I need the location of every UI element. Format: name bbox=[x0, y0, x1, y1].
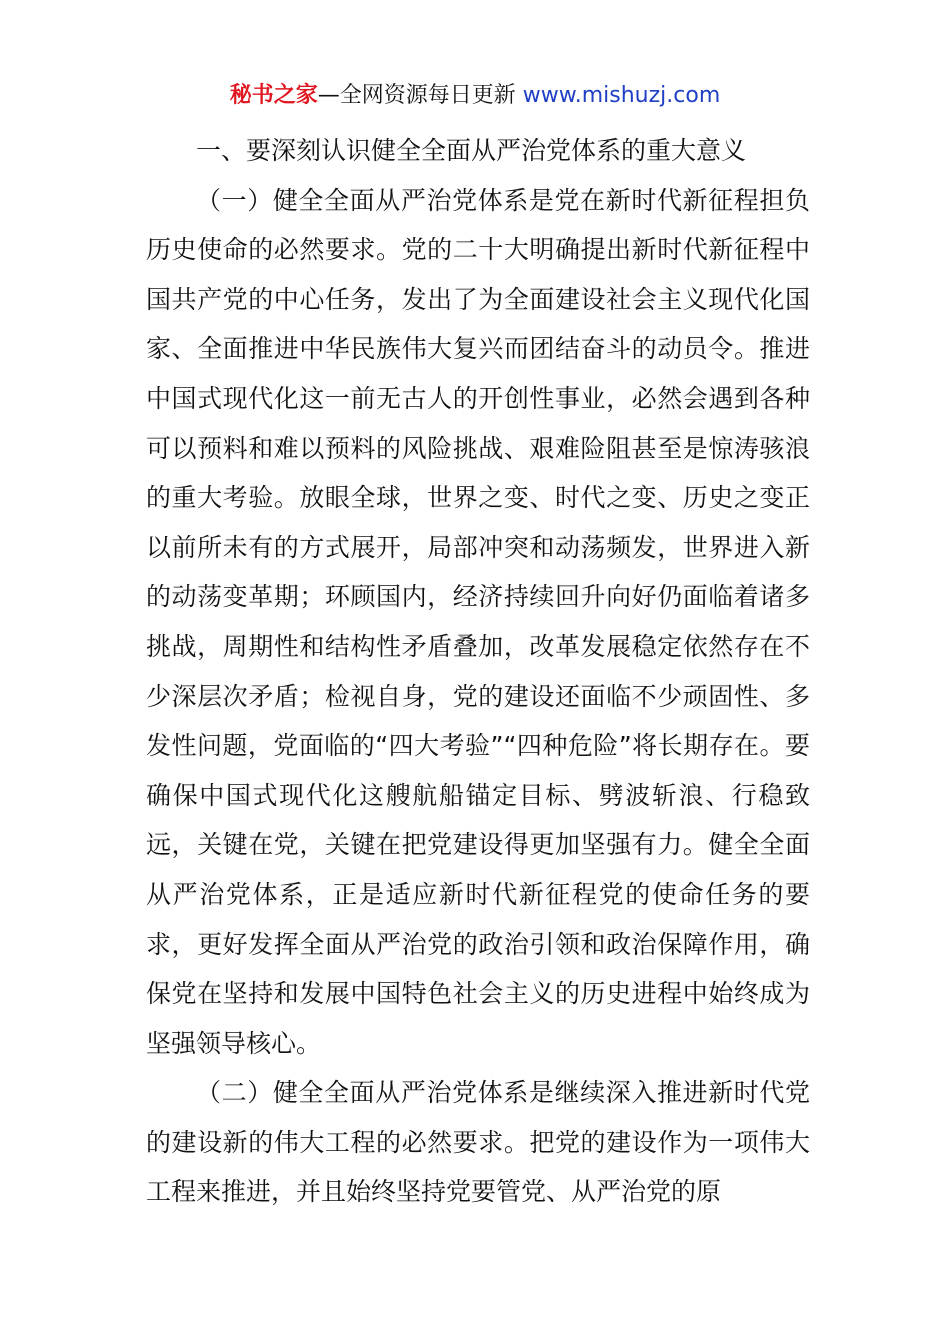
section-heading: 一、要深刻认识健全全面从严治党体系的重大意义 bbox=[196, 136, 747, 165]
brand-name: 秘书之家 bbox=[229, 83, 318, 108]
document-body bbox=[146, 126, 810, 1217]
site-url-link[interactable]: www.mishuzj.com bbox=[522, 83, 721, 108]
paragraph-2: （二）健全全面从严治党体系是继续深入推进新时代党的建设新的伟大工程的必然要求。把党的建设作为一项伟大工程来推进，并且始终坚持党要管党、从严治党的原 bbox=[146, 1078, 810, 1207]
paragraph-1: （一）健全全面从严治党体系是党在新时代新征程担负历史使命的必然要求。党的二十大明确提出新时代新征程中国共产党的中心任务，发出了为全面建设社会主义现代化国家、全面推进中华民族伟大复兴而团结奋斗的动员令。推进中国式现代化这一前无古人的开创性事业，必然会遇到各种可以预料和难以预料的风险挑战、艰难险阻甚至是惊涛骇浪的重大考验。放眼全球，世界之变、时代之变、历史之变正以前所未有的方式展开，局部冲突和动荡频发，世界进入新的动荡变革期；环顾国内，经济持续回升向好仍面临着诸多挑战，周期性和结构性矛盾叠加，改革发展稳定依然存在不少深层次矛盾；检视自身，党的建设还面临不少顽固性、多发性问题，党面临的“四大考验”“四种危险”将长期存在。要确保中国式现代化这艘航船锚定目标、劈波斩浪、行稳致远，关键在党，关键在把党建设得更加坚强有力。健全全面从严治党体系，正是适应新时代新征程党的使命任务的要求，更好发挥全面从严治党的政治引领和政治保障作用，确保党在坚持和发展中国特色社会主义的历史进程中始终成为坚强领导核心。 bbox=[146, 185, 810, 1058]
page-header bbox=[0, 81, 950, 111]
header-tagline: —全网资源每日更新 bbox=[317, 83, 523, 108]
